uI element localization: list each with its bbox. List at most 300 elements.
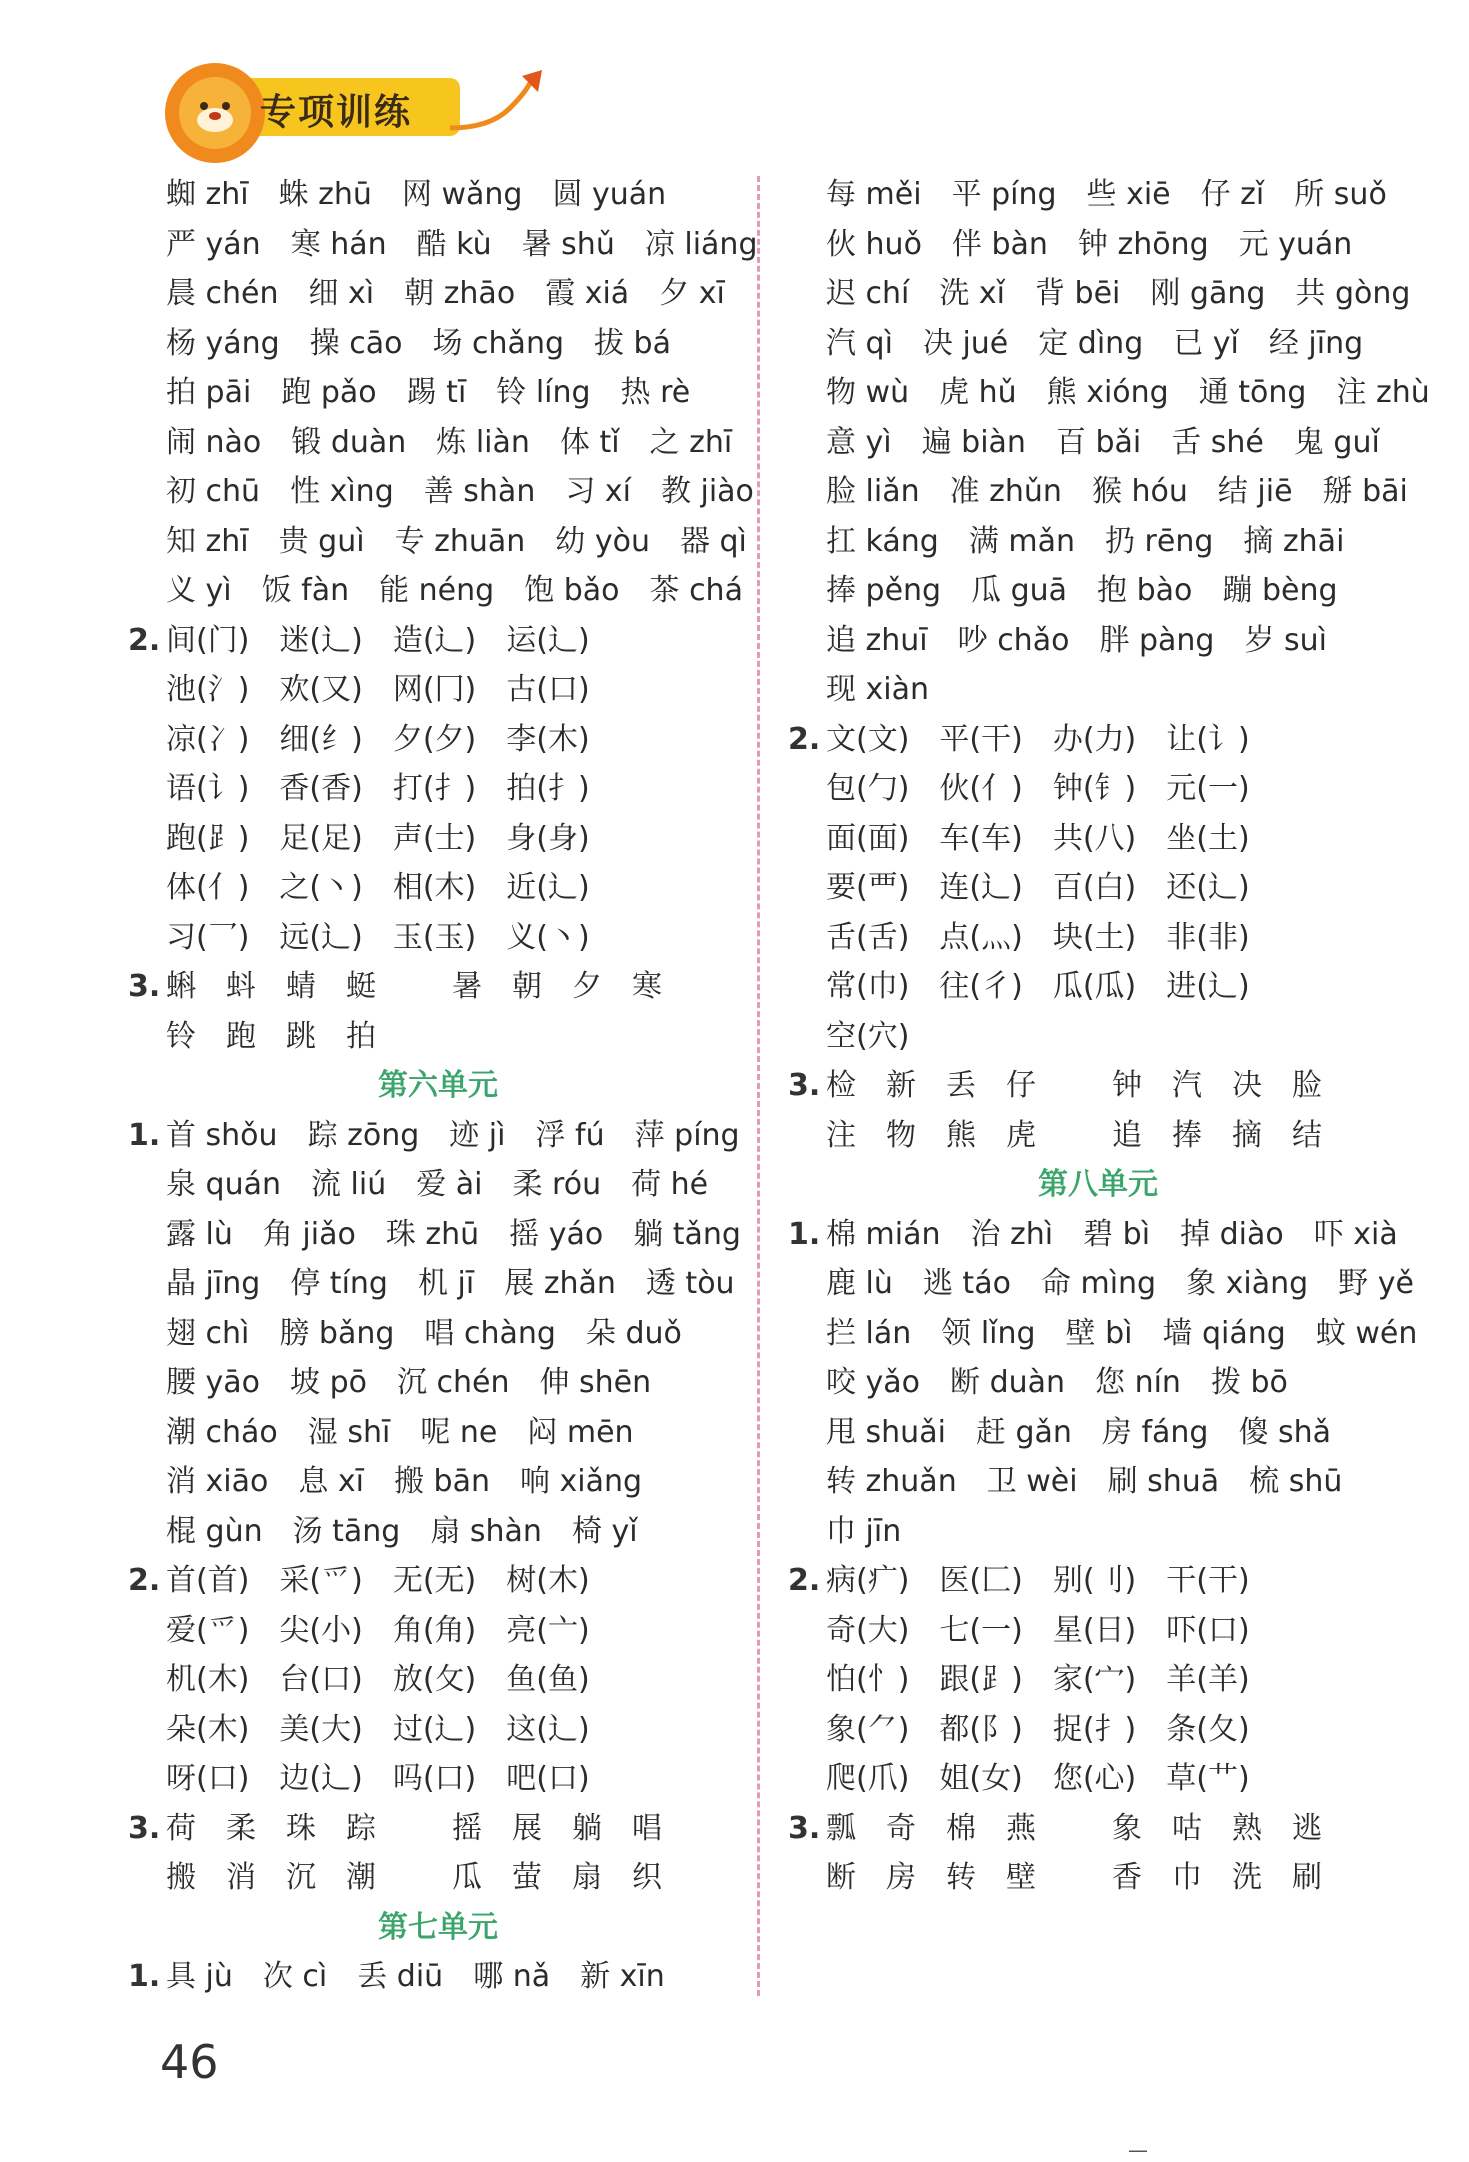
answer-line: [128, 616, 748, 666]
question-number: 1.: [788, 1216, 821, 1252]
answer-item: 夕 xī: [659, 276, 725, 311]
answer-item: 消: [226, 1860, 256, 1895]
answer-line: [128, 1705, 748, 1755]
answer-line: [788, 1358, 1408, 1408]
answer-item: 断 duàn: [950, 1365, 1066, 1400]
answer-item: 沉 chén: [396, 1365, 510, 1400]
answer-item: 往(彳): [939, 969, 1023, 1004]
answer-item: 声(士): [392, 820, 477, 856]
answer-item: 棉: [946, 1810, 976, 1846]
answer-item: 蚊 wén: [1315, 1315, 1418, 1351]
answer-line: [128, 913, 748, 963]
page-number: 46: [160, 2035, 219, 2089]
answer-item: 卫 wèi: [986, 1464, 1078, 1499]
answer-item: 沉: [286, 1860, 316, 1895]
answer-item: 夕: [572, 969, 602, 1004]
answer-item: 断: [826, 1860, 856, 1895]
answer-item: 扇 shàn: [430, 1513, 542, 1549]
answer-item: 跑: [226, 1018, 256, 1054]
answer-item: 象(⺈): [826, 1711, 910, 1747]
answer-item: 准 zhǔn: [949, 474, 1062, 509]
answer-item: 家(宀): [1052, 1662, 1137, 1697]
answer-item: 池(氵): [166, 672, 250, 707]
answer-item: 网 wǎng: [401, 177, 523, 212]
answer-item: 停 tíng: [290, 1266, 388, 1301]
answer-line: [788, 814, 1408, 864]
answer-item: 踪 zōng: [307, 1117, 420, 1153]
answer-item: 潮: [346, 1860, 376, 1895]
answer-item: 朵(木): [166, 1711, 250, 1747]
answer-item: 浮 fú: [535, 1117, 605, 1153]
answer-item: 膀 bǎng: [279, 1315, 395, 1351]
answer-line: [788, 1754, 1408, 1804]
answer-item: 凉 liáng: [644, 226, 758, 262]
answer-item: 息 xī: [298, 1464, 364, 1499]
answer-line: [788, 1804, 1408, 1854]
answer-item: 流 liú: [311, 1167, 387, 1202]
column-divider: [757, 176, 760, 1996]
answer-line: [128, 1606, 748, 1656]
answer-item: 过(辶): [392, 1711, 477, 1747]
answer-item: 操 cāo: [309, 325, 403, 361]
answer-item: 野 yě: [1338, 1266, 1414, 1301]
answer-item: 刚 gāng: [1150, 276, 1266, 311]
answer-item: 星(日): [1052, 1612, 1137, 1648]
answer-item: 角(角): [392, 1612, 477, 1648]
lion-mascot-icon: [160, 58, 270, 168]
answer-item: 足(足): [279, 820, 363, 856]
answer-item: 胖 pàng: [1099, 622, 1215, 658]
answer-line: [128, 1754, 748, 1804]
answer-item: 露 lù: [166, 1216, 233, 1252]
answer-item: 瓜(瓜): [1052, 969, 1137, 1004]
answer-item: 拍: [346, 1018, 376, 1054]
answer-item: 踢 tī: [406, 375, 467, 410]
answer-item: 网(冂): [392, 672, 477, 707]
answer-item: 都(阝): [939, 1711, 1023, 1747]
answer-item: 香: [1112, 1860, 1142, 1895]
answer-item: 荷: [166, 1810, 196, 1846]
lion-tail-icon: [450, 68, 550, 138]
answer-item: 钟(钅): [1052, 771, 1137, 806]
answer-item: 杨 yáng: [166, 325, 280, 361]
answer-item: 荷 hé: [631, 1167, 709, 1202]
answer-item: 珠 zhū: [385, 1216, 480, 1252]
answer-item: 已 yǐ: [1173, 325, 1239, 361]
answer-item: 近(辶): [506, 870, 590, 905]
answer-item: 摇 yáo: [509, 1216, 604, 1252]
answer-line: [788, 269, 1411, 319]
answer-item: 首(首): [166, 1563, 250, 1598]
answer-item: 洗 xǐ: [939, 276, 1006, 311]
answer-line: [128, 1160, 748, 1210]
answer-item: 采(爫): [279, 1563, 363, 1598]
answer-item: 饱 bǎo: [524, 573, 620, 608]
answer-line: [128, 665, 748, 715]
answer-item: 圆 yuán: [552, 177, 667, 212]
answer-line: [788, 962, 1408, 1012]
answer-item: 意 yì: [826, 424, 892, 460]
answer-item: 闷 mēn: [527, 1414, 634, 1450]
answer-item: 注: [826, 1117, 856, 1153]
answer-item: 瓜: [452, 1860, 482, 1895]
answer-line: [128, 814, 748, 864]
answer-item: 结: [1292, 1117, 1322, 1153]
answer-item: 蛛 zhū: [278, 177, 372, 212]
answer-item: 拍(扌): [506, 771, 590, 806]
question-number: 2.: [128, 1563, 161, 1598]
answer-item: 之 zhī: [649, 424, 733, 460]
answer-item: 奇: [886, 1810, 916, 1846]
answer-item: 亮(亠): [506, 1612, 590, 1648]
answer-item: 远(辶): [279, 919, 363, 955]
answer-item: 跑 pǎo: [281, 375, 377, 410]
answer-line: [788, 319, 1408, 369]
answer-item: 能 néng: [379, 573, 495, 608]
answer-item: 善 shàn: [423, 474, 536, 509]
answer-item: 丢 diū: [357, 1959, 444, 1994]
answer-item: 丢: [946, 1068, 976, 1103]
answer-item: 结 jiē: [1217, 474, 1293, 509]
answer-item: 炼 liàn: [436, 424, 530, 460]
answer-item: 草(艹): [1166, 1761, 1250, 1796]
answer-item: 透 tòu: [645, 1266, 735, 1301]
answer-line: [788, 1408, 1408, 1458]
answer-line: [128, 1210, 748, 1260]
answer-line: [788, 1606, 1408, 1656]
answer-item: 遍 biàn: [921, 424, 1026, 460]
answer-item: 转: [946, 1860, 976, 1895]
answer-line: [128, 566, 748, 616]
answer-item: 凉(冫): [166, 721, 250, 757]
answer-item: 展: [512, 1810, 542, 1846]
answer-item: 吧(口): [506, 1761, 590, 1796]
answer-item: 拦 lán: [826, 1315, 912, 1351]
answer-line: [128, 1556, 748, 1606]
answer-line: [788, 1309, 1418, 1359]
answer-item: 唱: [632, 1810, 662, 1846]
answer-item: 摘: [1232, 1117, 1262, 1153]
answer-item: 赶 gǎn: [975, 1414, 1072, 1450]
answer-item: 爱 ài: [416, 1167, 483, 1202]
question-number: 3.: [128, 1810, 161, 1846]
answer-item: 搬 bān: [394, 1464, 490, 1499]
answer-item: 钟 zhōng: [1077, 226, 1209, 262]
answer-item: 贵 guì: [278, 523, 365, 559]
answer-item: 跑(⻊): [166, 820, 250, 856]
answer-item: 体(亻): [166, 870, 250, 905]
answer-item: 虎 hǔ: [939, 375, 1017, 410]
answer-line: [128, 1804, 748, 1854]
answer-item: 初 chū: [166, 474, 261, 509]
answer-item: 掉 diào: [1180, 1216, 1284, 1252]
answer-item: 新: [886, 1068, 916, 1103]
answer-item: 跳: [286, 1018, 316, 1054]
answer-item: 咕: [1172, 1810, 1202, 1846]
answer-item: 墙 qiáng: [1162, 1315, 1286, 1351]
answer-item: 注 zhù: [1336, 375, 1430, 410]
answer-item: 细(纟): [279, 721, 363, 757]
answer-item: 迹 jì: [449, 1117, 506, 1153]
answer-line: [788, 1705, 1408, 1755]
answer-item: 象: [1112, 1810, 1142, 1846]
answer-item: 瓜 guā: [971, 573, 1068, 608]
question-number: 2.: [788, 1563, 821, 1598]
answer-item: 包(勹): [826, 771, 910, 806]
answer-line: [788, 566, 1408, 616]
answer-item: 块(土): [1052, 919, 1137, 955]
answer-item: 场 chǎng: [432, 325, 564, 361]
answer-item: 仔: [1006, 1068, 1036, 1103]
answer-item: 蜓: [346, 969, 376, 1004]
answer-item: 搬: [166, 1860, 196, 1895]
answer-item: 虎: [1006, 1117, 1036, 1153]
answer-item: 湿 shī: [307, 1414, 391, 1450]
answer-line: [788, 1853, 1408, 1903]
answer-item: 机 jī: [417, 1266, 475, 1301]
answer-item: 呀(口): [166, 1761, 250, 1796]
answer-line: [128, 1012, 748, 1062]
answer-line: [788, 1111, 1408, 1161]
answer-item: 病(疒): [826, 1563, 910, 1598]
answer-item: 别(刂): [1052, 1563, 1137, 1598]
answer-item: 扔 rēng: [1105, 523, 1214, 559]
answer-item: 现 xiàn: [826, 672, 930, 707]
answer-item: 傻 shǎ: [1238, 1414, 1332, 1450]
answer-item: 房 fáng: [1101, 1414, 1209, 1450]
answer-item: 躺 tǎng: [633, 1216, 741, 1252]
answer-item: 欢(又): [279, 672, 363, 707]
answer-item: 医(匚): [939, 1563, 1023, 1598]
answer-item: 暑 shǔ: [521, 226, 615, 262]
answer-item: 面(面): [826, 820, 910, 856]
answer-item: 文(文): [826, 721, 910, 757]
answer-item: 舌 shé: [1171, 424, 1264, 460]
answer-item: 铃: [166, 1018, 196, 1054]
answer-item: 潮 cháo: [166, 1414, 278, 1450]
answer-item: 汽: [1172, 1068, 1202, 1103]
answer-item: 坡 pō: [290, 1365, 367, 1400]
answer-item: 岁 suì: [1244, 622, 1327, 658]
answer-line: [128, 1952, 748, 2002]
answer-line: [128, 1457, 748, 1507]
answer-item: 拔 bá: [594, 325, 671, 361]
answer-item: 象 xiàng: [1186, 1266, 1309, 1301]
answer-item: 熟: [1232, 1810, 1262, 1846]
answer-line: [788, 517, 1408, 567]
question-number: 1.: [128, 1959, 161, 1994]
answer-item: 常(巾): [826, 969, 910, 1004]
answer-column-right: [788, 170, 1430, 1903]
answer-item: 决: [1232, 1068, 1262, 1103]
answer-item: 踪: [346, 1810, 376, 1846]
answer-item: 吗(口): [392, 1761, 477, 1796]
answer-line: [128, 1358, 748, 1408]
answer-item: 台(口): [279, 1662, 363, 1697]
answer-item: 器 qì: [679, 523, 747, 559]
answer-item: 饭 fàn: [261, 573, 350, 608]
unit-heading: 第八单元: [1038, 1167, 1158, 1202]
answer-item: 伙 huǒ: [826, 226, 922, 262]
answer-item: 严 yán: [166, 226, 261, 262]
answer-item: 巾 jīn: [826, 1513, 902, 1549]
answer-item: 鹿 lù: [826, 1266, 893, 1301]
answer-item: 您(心): [1052, 1761, 1137, 1796]
answer-item: 迟 chí: [826, 276, 910, 311]
answer-item: 酷 kù: [416, 226, 492, 262]
answer-item: 相(木): [392, 870, 477, 905]
answer-item: 坐(土): [1166, 820, 1250, 856]
answer-item: 猴 hóu: [1091, 474, 1188, 509]
answer-item: 间(门): [166, 622, 250, 658]
answer-line: [788, 1012, 1408, 1062]
answer-line: [128, 764, 748, 814]
answer-item: 干(干): [1166, 1563, 1250, 1598]
answer-item: 汤 tāng: [292, 1513, 401, 1549]
answer-item: 追 zhuī: [826, 622, 928, 658]
answer-item: 治 zhì: [970, 1216, 1054, 1252]
answer-item: 壁 bì: [1065, 1315, 1133, 1351]
answer-item: 蚪: [226, 969, 256, 1004]
answer-line: [788, 418, 1408, 468]
answer-line: [128, 517, 748, 567]
answer-item: 义(丶): [506, 919, 590, 955]
answer-item: 躺: [572, 1810, 602, 1846]
answer-item: 让(讠): [1166, 721, 1250, 757]
answer-item: 经 jīng: [1268, 325, 1364, 361]
answer-line: [128, 962, 748, 1012]
answer-line: [788, 1655, 1408, 1705]
answer-item: 吵 chǎo: [957, 622, 1070, 658]
answer-item: 伴 bàn: [951, 226, 1048, 262]
answer-item: 扛 káng: [826, 523, 939, 559]
answer-item: 转 zhuǎn: [826, 1464, 957, 1499]
answer-line: [788, 1061, 1408, 1111]
answer-item: 角 jiǎo: [262, 1216, 356, 1252]
answer-item: 树(木): [506, 1563, 590, 1598]
answer-item: 体 tǐ: [559, 424, 620, 460]
answer-item: 萍 píng: [634, 1117, 740, 1153]
answer-line: [128, 1655, 748, 1705]
answer-item: 百 bǎi: [1055, 424, 1142, 460]
answer-item: 柔 róu: [512, 1167, 602, 1202]
answer-line: [788, 1457, 1408, 1507]
answer-item: 迷(辶): [279, 622, 363, 658]
answer-item: 香(香): [279, 771, 363, 806]
answer-line: [788, 467, 1408, 517]
answer-item: 拨 bō: [1210, 1365, 1288, 1400]
answer-item: 暑: [452, 969, 482, 1004]
answer-item: 热 rè: [620, 375, 691, 410]
answer-item: 柔: [226, 1810, 256, 1846]
answer-item: 洗: [1232, 1860, 1262, 1895]
answer-item: 刷: [1292, 1860, 1322, 1895]
answer-item: 办(力): [1052, 721, 1137, 757]
answer-item: 机(木): [166, 1662, 250, 1697]
answer-item: 捧: [1172, 1117, 1202, 1153]
answer-item: 熊 xióng: [1046, 375, 1169, 410]
answer-item: 珠: [286, 1810, 316, 1846]
answer-item: 背 bēi: [1035, 276, 1121, 311]
unit-heading: 第六单元: [378, 1068, 498, 1103]
answer-item: 共 gòng: [1295, 276, 1411, 311]
answer-item: 点(灬): [939, 919, 1023, 955]
answer-line: [128, 418, 748, 468]
answer-item: 仔 zǐ: [1200, 177, 1265, 212]
answer-item: 怕(忄): [826, 1662, 910, 1697]
answer-item: 吓(口): [1166, 1612, 1250, 1648]
answer-line: [788, 665, 1408, 715]
answer-item: 霞 xiá: [545, 276, 630, 311]
answer-item: 这(辶): [506, 1711, 590, 1747]
answer-item: 领 lǐng: [941, 1315, 1036, 1351]
answer-item: 李(木): [506, 721, 590, 757]
answer-item: 次 cì: [262, 1959, 328, 1994]
answer-item: 空(穴): [826, 1018, 910, 1054]
answer-item: 萤: [512, 1860, 542, 1895]
answer-item: 习 xí: [565, 474, 631, 509]
answer-item: 掰 bāi: [1322, 474, 1408, 509]
answer-item: 刷 shuā: [1107, 1464, 1220, 1499]
answer-line: [128, 170, 748, 220]
answer-item: 蜘 zhī: [166, 177, 249, 212]
answer-item: 拍 pāi: [166, 375, 252, 410]
answer-line: [128, 1259, 748, 1309]
answer-item: 物: [886, 1117, 916, 1153]
answer-item: 之(丶): [279, 870, 363, 905]
answer-item: 消 xiāo: [166, 1464, 269, 1499]
answer-item: 些 xiē: [1086, 177, 1171, 212]
answer-item: 展 zhǎn: [504, 1266, 616, 1301]
answer-item: 非(非): [1166, 919, 1250, 955]
answer-item: 摇: [452, 1810, 482, 1846]
answer-item: 身(身): [506, 820, 590, 856]
answer-item: 造(辶): [392, 622, 477, 658]
answer-item: 车(车): [939, 820, 1023, 856]
answer-item: 铃 líng: [496, 375, 591, 410]
answer-line: [788, 1507, 1408, 1557]
answer-item: 壁: [1006, 1860, 1036, 1895]
answer-item: 运(辶): [506, 622, 590, 658]
answer-line: [128, 1309, 748, 1359]
answer-item: 检: [826, 1068, 856, 1103]
unit-heading: 第七单元: [378, 1909, 498, 1945]
answer-item: 寒 hán: [290, 226, 387, 262]
question-number: 3.: [788, 1068, 821, 1103]
answer-line: [788, 863, 1408, 913]
answer-item: 椅 yǐ: [571, 1513, 638, 1549]
answer-item: 燕: [1006, 1810, 1036, 1846]
answer-item: 蹦 bèng: [1222, 573, 1338, 608]
answer-line: [788, 715, 1408, 765]
answer-item: 您 nín: [1095, 1365, 1181, 1400]
answer-item: 无(无): [392, 1563, 477, 1598]
answer-line: [788, 170, 1408, 220]
answer-item: 放(攵): [392, 1662, 477, 1697]
answer-item: 跟(⻊): [939, 1662, 1023, 1697]
answer-item: 要(覀): [826, 870, 910, 905]
answer-item: 棍 gùn: [166, 1513, 263, 1549]
answer-line: [128, 863, 748, 913]
answer-item: 伙(亻): [939, 771, 1023, 806]
answer-item: 条(夂): [1166, 1711, 1250, 1747]
question-number: 3.: [128, 969, 161, 1004]
answer-item: 响 xiǎng: [519, 1464, 643, 1499]
answer-item: 碧 bì: [1083, 1216, 1151, 1252]
answer-item: 抱 bào: [1097, 573, 1193, 608]
answer-line: [128, 715, 748, 765]
answer-item: 汽 qì: [826, 325, 893, 361]
